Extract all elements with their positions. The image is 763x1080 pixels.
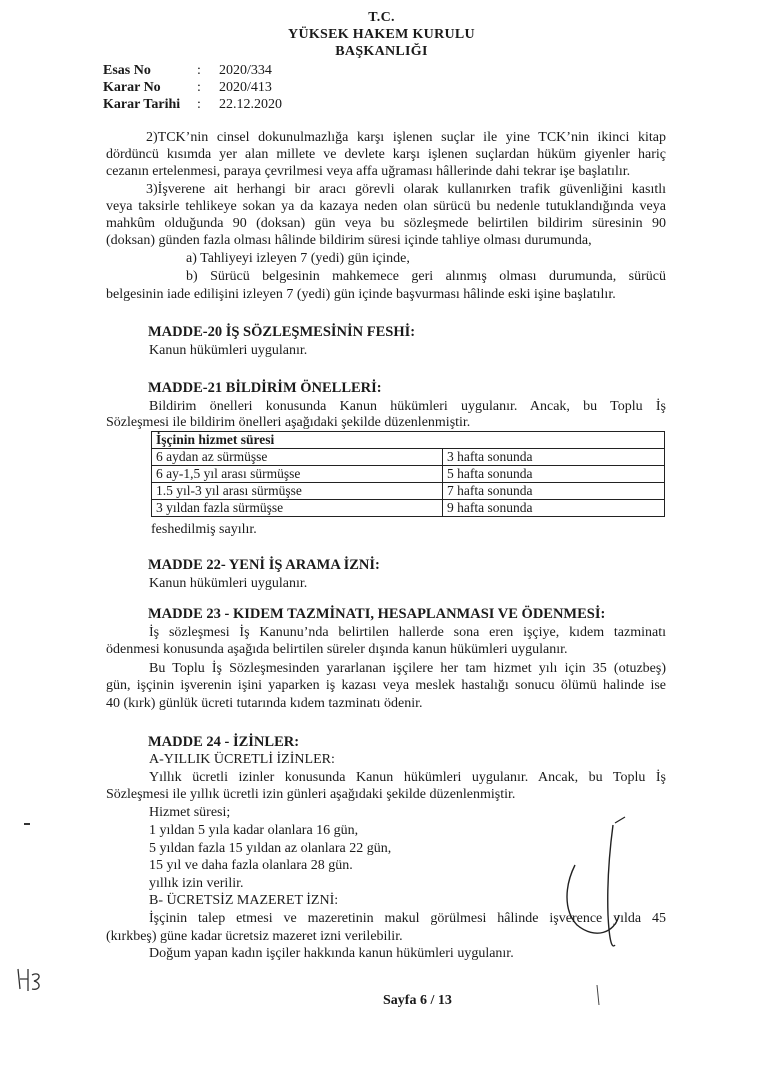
madde-24-line: 5 yıldan fazla 15 yıldan az olanlara 22 gün, — [149, 841, 392, 856]
meta-label: Karar Tarihi — [103, 97, 181, 112]
para-line: (doksan) günden fazla olması hâlinde bildirim süresi içinde tahliye olması durumunda, — [106, 233, 592, 248]
item-a: a) Tahliyeyi izleyen 7 (yedi) gün içinde, — [186, 251, 410, 266]
meta-label: Karar No — [103, 80, 161, 95]
para-line: cezanın ertelenmesi, paraya çevrilmesi veya affa uğraması hâllerinde dahi tekrar işe başlatılır. — [106, 164, 631, 179]
madde-24-line: Yıllık ücretli izinler konusunda Kanun hükümleri uygulanır. Ancak, bu Toplu İş — [149, 770, 666, 785]
madde-23-line: ödenmesi konusunda aşağıda belirtilen süreler dışında kanun hükümleri uygulanır. — [106, 642, 568, 657]
table-cell-period: 1.5 yıl-3 yıl arası sürmüşse — [152, 483, 443, 500]
table-cell-period: 6 ay-1,5 yıl arası sürmüşse — [152, 466, 443, 483]
scan-dot — [24, 823, 30, 825]
para-line: veya taksirle tehlikeye sokan ya da kazaya neden olan sürücü bu nedenle tutuklandığında veya — [106, 199, 666, 214]
table-cell-period: 6 aydan az sürmüşse — [152, 449, 443, 466]
header-institution: YÜKSEK HAKEM KURULU — [288, 27, 475, 42]
signature-mark — [555, 815, 675, 1015]
madde-23-line: 40 (kırk) günlük ücreti tutarında kıdem tazminatı ödenir. — [106, 696, 423, 711]
table-header-row — [152, 432, 665, 449]
meta-value: 2020/413 — [219, 80, 272, 95]
page-number: Sayfa 6 / 13 — [383, 993, 452, 1008]
madde-23-line: İş sözleşmesi İş Kanunu’nda belirtilen hallerde sona eren işçiye, kıdem tazminatı — [149, 625, 666, 640]
meta-sep: : — [197, 63, 201, 78]
meta-value: 2020/334 — [219, 63, 272, 78]
madde-24-sub-b: B- ÜCRETSİZ MAZERET İZNİ: — [149, 893, 339, 908]
para-line: 3)İşverene ait herhangi bir aracı görevli olarak kullanırken trafik güvenliğini kasıtlı — [146, 182, 666, 197]
madde-21-title: MADDE-21 BİLDİRİM ÖNELLERİ: — [148, 380, 382, 396]
table-cell-period: 3 yıldan fazla sürmüşse — [152, 500, 443, 517]
madde-24-line: Sözleşmesi ile yıllık ücretli izin günleri aşağıdaki şekilde düzenlenmiştir. — [106, 787, 516, 802]
madde-24-line: İşçinin talep etmesi ve mazeretinin makul görülmesi hâlinde işverence yılda 45 — [149, 911, 666, 926]
madde-22-title: MADDE 22- YENİ İŞ ARAMA İZNİ: — [148, 557, 380, 573]
madde-24-line: Doğum yapan kadın işçiler hakkında kanun hükümleri uygulanır. — [149, 946, 514, 961]
item-b: b) Sürücü belgesinin mahkemece geri alınmış olması durumunda, sürücü — [186, 269, 666, 284]
initials-mark — [14, 965, 48, 995]
madde-20-body: Kanun hükümleri uygulanır. — [149, 343, 308, 358]
madde-23-title: MADDE 23 - KIDEM TAZMİNATI, HESAPLANMASI VE ÖDENMESİ: — [148, 606, 606, 622]
madde-24-line: (kırkbeş) güne kadar ücretsiz mazeret izni verilebilir. — [106, 929, 403, 944]
para-line: mahkûm olduğunda 90 (doksan) gün veya bu sözleşmede belirtilen bildirim süresinin 90 — [106, 216, 666, 231]
madde-24-title: MADDE 24 - İZİNLER: — [148, 734, 300, 750]
madde-20-title: MADDE-20 İŞ SÖZLEŞMESİNİN FESHİ: — [148, 324, 416, 340]
table-row — [152, 483, 665, 500]
table-cell-notice: 7 hafta sonunda — [443, 483, 665, 500]
madde-24-line: 15 yıl ve daha fazla olanlara 28 gün. — [149, 858, 353, 873]
madde-24-line: 1 yıldan 5 yıla kadar olanlara 16 gün, — [149, 823, 359, 838]
table-row — [152, 449, 665, 466]
madde-21-line: Bildirim önelleri konusunda Kanun hükümleri uygulanır. Ancak, bu Toplu İş — [149, 399, 666, 414]
meta-sep: : — [197, 97, 201, 112]
table-cell-notice: 3 hafta sonunda — [443, 449, 665, 466]
madde-21-after: feshedilmiş sayılır. — [151, 522, 257, 537]
madde-24-line: Hizmet süresi; — [149, 805, 231, 820]
meta-karar — [103, 80, 272, 96]
meta-value: 22.12.2020 — [219, 97, 282, 112]
meta-label: Esas No — [103, 63, 151, 78]
madde-21-line: Sözleşmesi ile bildirim önelleri aşağıdaki şekilde düzenlenmiştir. — [106, 415, 471, 430]
madde-24-sub-a: A-YILLIK ÜCRETLİ İZİNLER: — [149, 752, 335, 767]
header-tc: T.C. — [368, 10, 395, 25]
madde-23-line: gün, işçinin işverenin işini yaparken iş kazası veya meslek hastalığı sonucu ölümü halinde ise — [106, 678, 666, 693]
notice-period-table — [151, 431, 665, 517]
madde-22-body: Kanun hükümleri uygulanır. — [149, 576, 308, 591]
meta-karar-tarihi — [103, 97, 282, 113]
table-row — [152, 466, 665, 483]
table-header-cell: İşçinin hizmet süresi — [152, 432, 665, 449]
madde-23-line: Bu Toplu İş Sözleşmesinden yararlanan işçilere her tam hizmet yılı için 35 (otuzbeş) — [149, 661, 666, 676]
meta-esas — [103, 63, 272, 79]
madde-24-line: yıllık izin verilir. — [149, 876, 244, 891]
table-cell-notice: 5 hafta sonunda — [443, 466, 665, 483]
header-presidency: BAŞKANLIĞI — [335, 44, 428, 59]
table-cell-notice: 9 hafta sonunda — [443, 500, 665, 517]
para-line: 2)TCK’nin cinsel dokunulmazlığa karşı işlenen suçlar ile yine TCK’nin ikinci kitap — [146, 130, 666, 145]
para-line: dördüncü kısımda yer alan millete ve devlete karşı işlenen suçlardan hüküm giyenler hariç — [106, 147, 666, 162]
meta-sep: : — [197, 80, 201, 95]
item-b-cont: belgesinin iade edilişini izleyen 7 (yedi) gün içinde başvurması hâlinde eski işine başlatılır. — [106, 287, 616, 302]
table-row — [152, 500, 665, 517]
